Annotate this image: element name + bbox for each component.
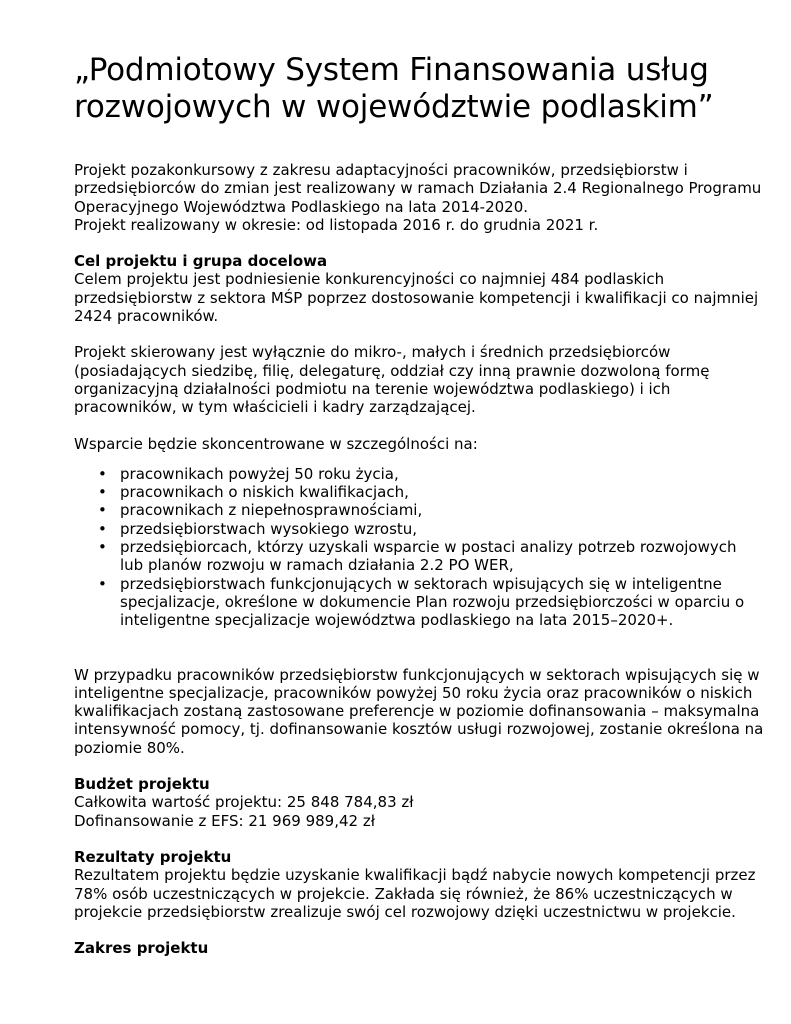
list-item: • pracownikach o niskich kwalifikacjach, [74, 483, 764, 501]
support-list [74, 465, 764, 630]
scope-heading: Zakres projektu [74, 939, 209, 958]
list-item: • pracownikach powyżej 50 roku życia, [74, 465, 764, 483]
target-group-paragraph: Projekt skierowany jest wyłącznie do mikro-, małych i średnich przedsiębiorców (posiadających siedzibę, filię, delegaturę, oddział czy inną prawnie dozwoloną formę organizacyjną działalności podmiotu na terenie województwa podlaskiego) i ich pracowników, w tym właścicieli i kadry zarządzającej. [74, 343, 710, 417]
document-body [74, 161, 764, 957]
budget-heading: Budżet projektu [74, 775, 210, 794]
document-title: „Podmiotowy System Finansowania usług rozwojowych w województwie podlaskim” [74, 52, 714, 125]
list-item: • przedsiębiorstwach funkcjonujących w sektorach wpisujących się w inteligentne specjalizacje, określone w dokumencie Plan rozwoju przedsiębiorczości w oparciu o inteligentne specjalizacje województwa podlaskiego na lata 2015–2020+. [74, 575, 764, 630]
intro-paragraph: Projekt pozakonkursowy z zakresu adaptacyjności pracowników, przedsiębiorstw i przedsiębiorców do zmian jest realizowany w ramach Działania 2.4 Regionalnego Programu Operacyjnego Województwa Podlaskiego na lata 2014-2020. [74, 161, 762, 216]
goal-paragraph: Celem projektu jest podniesienie konkurencyjności co najmniej 484 podlaskich przedsiębiorstw z sektora MŚP poprzez dostosowanie kompetencji i kwalifikacji co najmniej 2424 pracowników. [74, 270, 759, 326]
list-item: • przedsiębiorcach, którzy uzyskali wsparcie w postaci analizy potrzeb rozwojowych lub planów rozwoju w ramach działania 2.2 PO WER, [74, 538, 764, 575]
budget-efs: Dofinansowanie z EFS: 21 969 989,42 zł [74, 811, 375, 830]
results-heading: Rezultaty projektu [74, 847, 232, 866]
intro-period: Projekt realizowany w okresie: od listopada 2016 r. do grudnia 2021 r. [74, 215, 599, 234]
support-intro: Wsparcie będzie skoncentrowane w szczególności na: [74, 434, 478, 453]
list-item: • przedsiębiorstwach wysokiego wzrostu, [74, 520, 764, 538]
preference-paragraph: W przypadku pracowników przedsiębiorstw funkcjonujących w sektorach wpisujących się w inteligentne specjalizacje, pracowników powyżej 50 roku życia oraz pracowników o niskich kwalifikacjach zostaną zastosowane preferencje w poziomie dofinansowania – maksymalna intensywność pomocy, tj. dofinansowanie kosztów usługi rozwojowej, zostanie określona na poziomie 80%. [74, 665, 764, 757]
list-item: • pracownikach z niepełnosprawnościami, [74, 501, 764, 519]
budget-total: Całkowita wartość projektu: 25 848 784,83 zł [74, 793, 414, 812]
results-paragraph: Rezultatem projektu będzie uzyskanie kwalifikacji bądź nabycie nowych kompetencji przez 78% osób uczestniczących w projekcie. Zakłada się również, że 86% uczestniczących w projekcie przedsiębiorstw zrealizuje swój cel rozwojowy dzięki uczestnictwu w projekcie. [74, 866, 756, 921]
goal-heading: Cel projektu i grupa docelowa [74, 252, 328, 271]
